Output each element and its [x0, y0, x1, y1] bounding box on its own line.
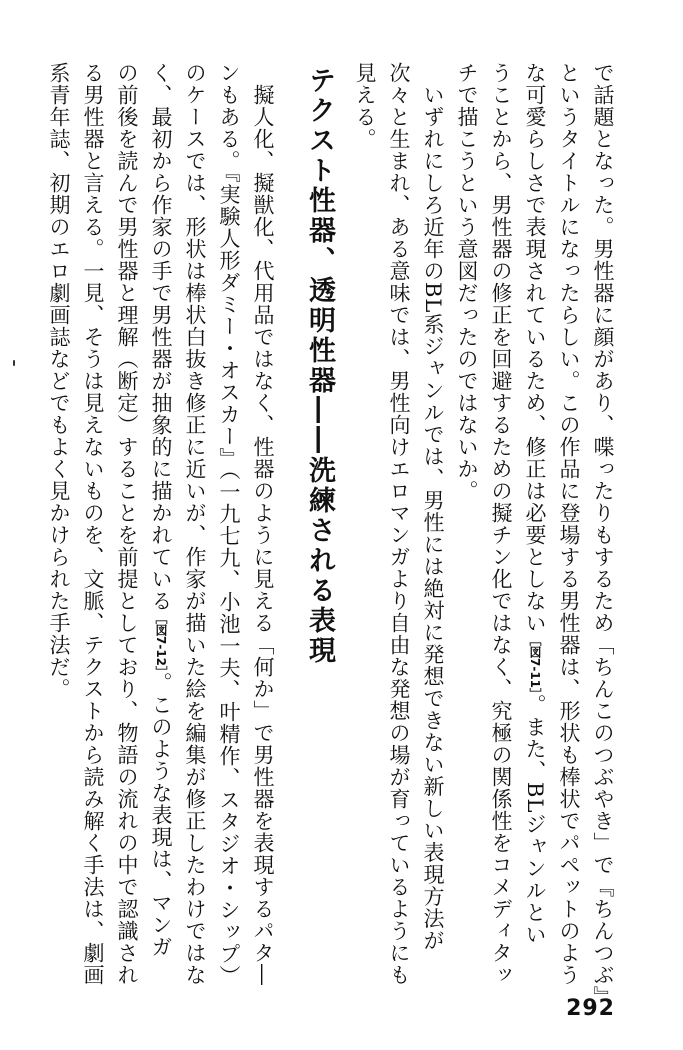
- body-text-line: うことから、男性器の修正を回避するための擬チン化ではなく、究極の関係性をコメディタッ: [489, 62, 513, 986]
- section-heading: テクスト性器、透明性器――洗練される表現: [304, 66, 335, 666]
- body-text-line: 擬人化、擬獣化、代用品ではなく、性器のように見える「何か」で男性器を表現するパタ―: [251, 84, 275, 986]
- body-text-line: [524, 62, 545, 945]
- body-text-line: いずれにしろ近年のBL系ジャンルでは、男性には絶対に発想できない新しい表現方法が: [421, 84, 445, 952]
- body-text-line: 次々と生まれ、ある意味では、男性向けエロマンガより自由な発想の場が育っているようにも: [387, 62, 411, 986]
- scan-speck: [13, 360, 15, 366]
- page-number: 292: [566, 996, 615, 1021]
- body-text-line: というタイトルになったらしい。この作品に登場する男性器は、形状も棒状でパペットのよう: [557, 62, 581, 986]
- body-text-line: [150, 62, 171, 958]
- body-text-line: ンもある。『実験人形ダミー・オスカー』（一九七九、小池一夫、叶精作、スタジオ・シップ）: [217, 62, 241, 987]
- figure-reference: ［図7-11］: [528, 634, 542, 695]
- body-text-line: のケースでは、形状は棒状白抜き修正に近いが、作家が描いた絵を編集が修正したわけではな: [183, 62, 207, 986]
- body-text-line: 系青年誌、初期のエロ劇画誌などでもよく見かけられた手法だ。: [47, 62, 71, 700]
- figure-reference: ［図7-12］: [154, 612, 168, 673]
- body-text-line: で話題となった。男性器に顔があり、喋ったりもするため「ちんこのつぶやき」で『ちんつぶ』: [591, 62, 615, 1008]
- text-segment: な可愛らしさで表現されているため、修正は必要としない: [523, 62, 547, 634]
- body-text-line: る男性器と言える。一見、そうは見えないものを、文脈、テクストから読み解く手法は、劇画: [81, 62, 105, 986]
- body-text-line: 見える。: [353, 62, 377, 150]
- text-segment: 。このような表現は、マンガ: [149, 672, 173, 959]
- text-segment: く、最初から作家の手で男性器が抽象的に描かれている: [149, 62, 173, 612]
- body-text-line: チで描こうという意図だったのではないか。: [455, 62, 479, 502]
- text-segment: 。また、BLジャンルとい: [523, 694, 547, 946]
- body-text-line: の前後を読んで男性器と理解（断定）することを前提としており、物語の流れの中で認識され: [115, 62, 139, 986]
